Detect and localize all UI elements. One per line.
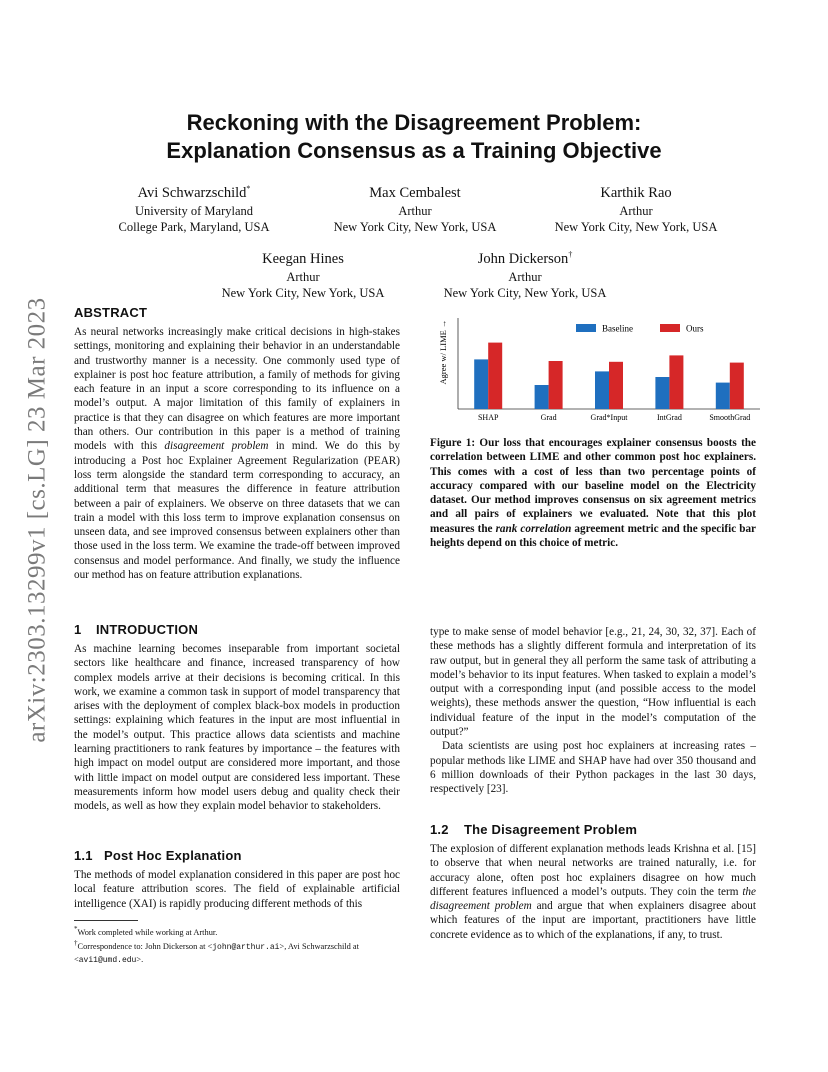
- author-block: [193, 245, 413, 301]
- author-mark: †: [568, 250, 573, 259]
- disagreement-text: The explosion of different explanation methods leads Krishna et al. [15] to observe that when neural networks are trained naturally, i.e. for accuracy alone, often post hoc explainers disagree on how much different features influenced a model’s outputs. They coin the term the disagreement problem and argue that when explainers disagree about which features of the input are important, practitioners have little concrete evidence as to which of the explanations, if any, to trust.: [430, 843, 756, 941]
- legend-swatch-ours: [660, 324, 680, 332]
- author-block: [305, 179, 525, 235]
- bar-baseline-grad: [535, 385, 549, 409]
- legend-swatch-baseline: [576, 324, 596, 332]
- author-name: Keegan Hines: [262, 250, 344, 267]
- author-block: [526, 179, 746, 235]
- author-name: Karthik Rao: [600, 184, 672, 201]
- figure-1-chart: [430, 310, 760, 425]
- post-hoc-text: The methods of model explanation considered in this paper are post hoc local feature attribution scores. The field of explainable artificial intelligence (XAI) is rapidly producing different methods of this: [74, 869, 400, 910]
- bar-ours-smoothgrad: [730, 363, 744, 409]
- x-tick-label: Grad: [540, 413, 557, 422]
- paragraph: type to make sense of model behavior [e.g., 21, 24, 30, 32, 37]. Each of these methods has a slightly different formula and interpretation of its raw output, but in general they all perform the same task of attributing a model’s behavior to its input features. When tasked to explain a model’s output with a corresponding input (and possible access to the model weights), these methods answer the question, “How influential is each individual feature of the input in the model’s computation of the output?”: [430, 626, 756, 739]
- abstract-section: [74, 305, 400, 582]
- bar-baseline-smoothgrad: [716, 383, 730, 409]
- title-line-2: Explanation Consensus as a Training Objective: [166, 138, 662, 163]
- author-location: New York City, New York, USA: [333, 219, 497, 234]
- author-affiliation: Arthur: [619, 203, 653, 218]
- author-name: Max Cembalest: [369, 184, 461, 201]
- bar-ours-grad: [549, 361, 563, 409]
- author-location: New York City, New York, USA: [554, 219, 718, 234]
- author-block: [415, 245, 635, 301]
- author-affiliation: Arthur: [286, 269, 320, 284]
- author-location: New York City, New York, USA: [443, 285, 607, 300]
- author-location: New York City, New York, USA: [221, 285, 385, 300]
- bar-baseline-gradinput: [595, 371, 609, 409]
- subsection-heading: 1.1 Post Hoc Explanation: [74, 848, 242, 863]
- email-link[interactable]: john@arthur.ai: [212, 943, 280, 953]
- right-column-text: [430, 625, 756, 797]
- author-affiliation: University of Maryland: [134, 203, 254, 218]
- author-name: John Dickerson: [477, 250, 569, 267]
- post-hoc-section: [74, 848, 400, 911]
- abstract-text: As neural networks increasingly make critical decisions in high-stakes settings, monitoring and explaining their behavior in an understandable and trustworthy manner is a necessity. One commonly used type of explainer is post hoc feature attribution, a family of methods for giving each feature in an input a score corresponding to its influence on a model’s output. A major limitation of this family of explainers in practice is that they can disagree on which features are more important than others. Our contribution in this paper is a method of training models with this disagreement problem in mind. We do this by introducing a Post hoc Explainer Agreement Regularization (PEAR) loss term alongside the standard term corresponding to accuracy, an additional term that measures the difference in feature attribution between a pair of explainers. We observe on three datasets that we can train a model with this loss term to improve explanation consensus on unseen data, and see improved consensus between explainers other than those used in the loss term. We examine the trade-off between improved consensus and model performance. And finally, we study the influence our method has on feature attribution explanations.: [74, 326, 400, 582]
- footnote-1: *Work completed while working at Arthur.: [74, 925, 218, 937]
- paragraph: Data scientists are using post hoc explainers at increasing rates – popular methods like LIME and SHAP have had over 350 thousand and 6 million downloads of their Python packages in the last 30 days, respectively [23].: [430, 740, 756, 796]
- footnotes: [74, 924, 400, 966]
- footnote-rule: [74, 920, 138, 921]
- footnote-2: †Correspondence to: John Dickerson at <john@arthur.ai>, Avi Schwarzschild at <avi1@umd.edu>.: [74, 939, 359, 965]
- legend-label-baseline: Baseline: [602, 323, 633, 334]
- paper-title: [74, 109, 754, 165]
- author-block: [84, 179, 304, 235]
- email-link[interactable]: avi1@umd.edu: [78, 955, 137, 965]
- chart-legend: [576, 324, 704, 334]
- bar-ours-shap: [488, 343, 502, 409]
- abstract-heading: ABSTRACT: [74, 305, 148, 320]
- x-tick-label: IntGrad: [656, 413, 682, 422]
- x-tick-label: SmoothGrad: [709, 413, 751, 422]
- figure-caption: Figure 1: Our loss that encourages explainer consensus boosts the correlation between LIME and other common post hoc explainers. This comes with a cost of less than two percentage points of accuracy compared with our baseline model on the Electricity dataset. Our method improves consensus on six agreement metrics and all pairs of explainers we evaluated. Note that this plot measures the rank correlation agreement metric and the specific bar heights depend on this choice of metric.: [430, 437, 757, 550]
- x-tick-label: SHAP: [477, 413, 499, 422]
- title-line-1: Reckoning with the Disagreement Problem:: [186, 110, 642, 135]
- introduction-text: As machine learning becomes inseparable from important societal sectors like healthcare and finance, increased transparency of how complex models arrive at their decisions is becoming critical. In this work, we examine a common task in support of model transparency that arises with the deployment of complex black-box models in production settings: explaining which features in the input are most influential in the model’s output. This practice allows data scientists and machine learning practitioners to rank features by importance – the features with high impact on model output are considered more important, and those with little impact on model output are considered less important. These measurements inform how model users debug and quality check their models, as well as how they explain model behavior to stakeholders.: [74, 643, 400, 813]
- disagreement-section: [430, 822, 756, 942]
- author-affiliation: Arthur: [508, 269, 542, 284]
- bar-ours-intgrad: [669, 355, 683, 409]
- author-name: Avi Schwarzschild: [137, 184, 247, 201]
- section-heading: 1 INTRODUCTION: [74, 622, 199, 637]
- author-location: College Park, Maryland, USA: [118, 219, 270, 234]
- arxiv-stamp: arXiv:2303.13299v1 [cs.LG] 23 Mar 2023: [24, 297, 52, 743]
- bar-ours-gradinput: [609, 362, 623, 409]
- bar-baseline-intgrad: [655, 377, 669, 409]
- y-axis-label: Agree w/ LIME →: [438, 319, 448, 385]
- legend-label-ours: Ours: [686, 323, 704, 334]
- author-mark: *: [246, 184, 251, 193]
- introduction-section: [74, 622, 400, 814]
- bar-baseline-shap: [474, 359, 488, 409]
- x-tick-label: Grad*Input: [590, 413, 628, 422]
- subsection-heading: 1.2 The Disagreement Problem: [430, 822, 638, 837]
- author-affiliation: Arthur: [398, 203, 432, 218]
